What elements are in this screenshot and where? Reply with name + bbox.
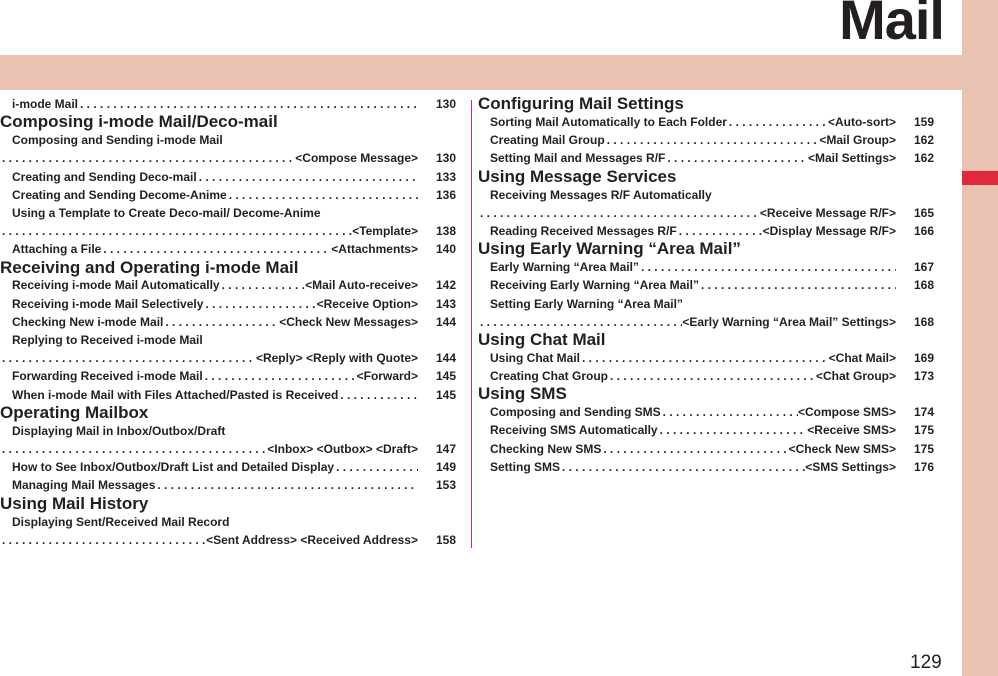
section-heading: Using Chat Mail: [478, 329, 606, 349]
toc-entry-page: 175: [913, 423, 934, 438]
toc-entry-tag: <Compose SMS>: [797, 405, 896, 420]
toc-entry-tag: <Receive Message R/F>: [759, 205, 896, 220]
toc-entry[interactable]: [478, 149, 934, 167]
toc-entry-page: 169: [913, 350, 934, 365]
toc-entry-tag: <SMS Settings>: [805, 459, 896, 474]
toc-entry-page: 162: [913, 151, 934, 166]
toc-entry-title[interactable]: Replying to Received i-mode Mail: [12, 333, 203, 348]
leader-dots: [580, 349, 829, 367]
toc-entry[interactable]: [478, 458, 934, 476]
leader-dots: [605, 131, 820, 149]
section-heading: Operating Mailbox: [0, 402, 149, 422]
toc-entry[interactable]: [0, 386, 456, 404]
toc-entry-tag: <Chat Group>: [815, 369, 896, 384]
toc-entry[interactable]: [478, 440, 934, 458]
toc-entry-leader-row[interactable]: [478, 204, 934, 222]
toc-entry[interactable]: [0, 458, 456, 476]
toc-entry-page: 174: [913, 405, 934, 420]
toc-entry-page: 130: [435, 96, 456, 111]
toc-entry-leader-row[interactable]: [0, 222, 456, 240]
toc-entry-page: 145: [435, 369, 456, 384]
toc-entry-page: 176: [913, 459, 934, 474]
leader-dots: [203, 367, 357, 385]
section-heading: Using Message Services: [478, 166, 677, 186]
toc-right-column: [478, 95, 934, 476]
toc-entry-page: 159: [913, 114, 934, 129]
toc-entry[interactable]: [478, 113, 934, 131]
toc-entry[interactable]: [478, 131, 934, 149]
toc-entry-title: Receiving i-mode Mail Automatically: [12, 278, 220, 293]
toc-entry-title[interactable]: Displaying Mail in Inbox/Outbox/Draft: [12, 423, 226, 438]
toc-entry[interactable]: [0, 367, 456, 385]
toc-entry[interactable]: [478, 349, 934, 367]
toc-entry-page: 144: [435, 314, 456, 329]
leader-dots: [220, 277, 305, 295]
toc-entry-page: 138: [435, 224, 456, 239]
leader-dots: [334, 458, 418, 476]
leader-dots: [78, 95, 418, 113]
chapter-tab-marker: [962, 171, 998, 185]
section-heading: Composing i-mode Mail/Deco-mail: [0, 112, 278, 132]
toc-entry-title: Receiving i-mode Mail Selectively: [12, 296, 204, 311]
toc-entry-leader-row[interactable]: [0, 149, 456, 167]
leader-dots: [155, 476, 418, 494]
toc-entry-tag: <Template>: [352, 224, 418, 239]
toc-entry[interactable]: [0, 277, 456, 295]
toc-entry-tag: <Display Message R/F>: [762, 223, 896, 238]
toc-entry-title: Setting SMS: [490, 459, 561, 474]
toc-entry-page: 136: [435, 187, 456, 202]
toc-entry-tag: <Mail Group>: [819, 133, 896, 148]
toc-entry-page: 165: [913, 205, 934, 220]
toc-entry-tag: <Auto-sort>: [827, 114, 896, 129]
leader-dots: [677, 222, 763, 240]
leader-dots: [163, 313, 279, 331]
toc-entry[interactable]: [478, 367, 934, 385]
toc-entry-title: How to See Inbox/Outbox/Draft List and Detailed Display: [12, 460, 335, 475]
leader-dots: [699, 276, 896, 294]
section-heading: Using SMS: [478, 384, 567, 404]
toc-entry-title[interactable]: Receiving Messages R/F Automatically: [490, 187, 712, 202]
section-heading: Using Mail History: [0, 493, 149, 513]
toc-entry-leader-row[interactable]: [478, 313, 934, 331]
toc-entry-tag: <Reply> <Reply with Quote>: [255, 351, 418, 366]
toc-entry-leader-row[interactable]: [0, 440, 456, 458]
toc-entry-page: 143: [435, 296, 456, 311]
toc-entry-title[interactable]: Setting Early Warning “Area Mail”: [490, 296, 683, 311]
toc-entry-title: Forwarding Received i-mode Mail: [12, 369, 203, 384]
toc-entry-tag: <Mail Auto-receive>: [305, 278, 418, 293]
toc-entry[interactable]: [478, 403, 934, 421]
toc-entry-title: Creating and Sending Decome-Anime: [12, 187, 227, 202]
toc-entry-tag: <Attachments>: [331, 242, 418, 257]
toc-entry[interactable]: [478, 258, 934, 276]
toc-entry[interactable]: [0, 240, 456, 258]
toc-entry-page: 162: [913, 133, 934, 148]
toc-entry[interactable]: [478, 421, 934, 439]
leader-dots: [0, 222, 352, 240]
toc-entry-tag: <Sent Address> <Received Address>: [206, 532, 418, 547]
toc-entry-page: 173: [913, 369, 934, 384]
toc-entry-title: Attaching a File: [12, 242, 102, 257]
toc-left-column: [0, 95, 456, 549]
toc-entry-title: Sorting Mail Automatically to Each Folder: [490, 114, 727, 129]
toc-entry-page: 140: [435, 242, 456, 257]
toc-entry-tag: <Mail Settings>: [807, 151, 896, 166]
toc-entry-title: Checking New i-mode Mail: [12, 314, 164, 329]
toc-entry-title: Using Chat Mail: [490, 350, 581, 365]
header-band: [0, 55, 962, 90]
leader-dots: [0, 149, 295, 167]
leader-dots: [661, 403, 798, 421]
toc-entry[interactable]: [0, 186, 456, 204]
leader-dots: [560, 458, 805, 476]
leader-dots: [0, 349, 256, 367]
toc-entry-tag: <Inbox> <Outbox> <Draft>: [267, 441, 418, 456]
leader-dots: [101, 240, 331, 258]
toc-entry-page: 153: [435, 478, 456, 493]
toc-entry[interactable]: [0, 95, 456, 113]
leader-dots: [478, 313, 682, 331]
toc-entry-title[interactable]: Using a Template to Create Deco-mail/ Decome-Anime: [12, 205, 321, 220]
leader-dots: [639, 258, 896, 276]
toc-entry-page: 168: [913, 314, 934, 329]
toc-entry-tag: <Check New SMS>: [788, 441, 896, 456]
toc-entry-page: 147: [435, 441, 456, 456]
toc-entry[interactable]: [0, 295, 456, 313]
leader-dots: [227, 186, 418, 204]
toc-entry-page: 158: [435, 532, 456, 547]
toc-entry-title: Creating and Sending Deco-mail: [12, 169, 197, 184]
toc-entry-leader-row[interactable]: [0, 349, 456, 367]
toc-entry-title: Receiving SMS Automatically: [490, 423, 658, 438]
leader-dots: [658, 421, 808, 439]
toc-entry-title: Early Warning “Area Mail”: [490, 260, 639, 275]
toc-entry[interactable]: [0, 168, 456, 186]
toc-entry-title: Receiving Early Warning “Area Mail”: [490, 278, 699, 293]
toc-entry-page: 168: [913, 278, 934, 293]
toc-entry[interactable]: [478, 222, 934, 240]
leader-dots: [203, 295, 316, 313]
toc-entry-tag: <Receive Option>: [316, 296, 418, 311]
leader-dots: [197, 168, 418, 186]
leader-dots: [478, 204, 760, 222]
leader-dots: [601, 440, 788, 458]
toc-entry[interactable]: [0, 313, 456, 331]
toc-entry-tag: <Forward>: [356, 369, 418, 384]
toc-entry-leader-row[interactable]: [0, 531, 456, 549]
leader-dots: [338, 386, 418, 404]
leader-dots: [608, 367, 816, 385]
toc-entry-page: 167: [913, 260, 934, 275]
toc-entry-title: Composing and Sending SMS: [490, 405, 661, 420]
toc-entry-title: Checking New SMS: [490, 441, 602, 456]
toc-entry-page: 145: [435, 387, 456, 402]
page-number: 129: [910, 652, 942, 673]
toc-entry-title: Reading Received Messages R/F: [490, 223, 677, 238]
column-divider: [471, 100, 472, 548]
toc-entry-page: 144: [435, 351, 456, 366]
toc-entry-tag: <Check New Messages>: [279, 314, 418, 329]
leader-dots: [665, 149, 808, 167]
toc-entry-title[interactable]: Composing and Sending i-mode Mail: [12, 133, 223, 148]
toc-entry-title: Creating Chat Group: [490, 369, 609, 384]
page-title: Mail: [839, 0, 944, 51]
section-heading: Using Early Warning “Area Mail”: [478, 239, 741, 259]
toc-entry[interactable]: [0, 476, 456, 494]
leader-dots: [727, 113, 828, 131]
leader-dots: [0, 531, 206, 549]
toc-entry-page: 142: [435, 278, 456, 293]
toc-entry-page: 130: [435, 151, 456, 166]
toc-entry-tag: <Compose Message>: [295, 151, 418, 166]
section-heading: Configuring Mail Settings: [478, 94, 684, 113]
toc-entry-tag: <Chat Mail>: [828, 350, 896, 365]
side-strip: [962, 0, 998, 676]
toc-entry-page: 175: [913, 441, 934, 456]
toc-entry-title: When i-mode Mail with Files Attached/Pasted is Received: [12, 387, 339, 402]
toc-entry-tag: <Early Warning “Area Mail” Settings>: [682, 314, 896, 329]
toc-entry-page: 149: [435, 460, 456, 475]
toc-entry-title: Setting Mail and Messages R/F: [490, 151, 666, 166]
toc-entry-page: 166: [913, 223, 934, 238]
leader-dots: [0, 440, 267, 458]
toc-entry-title[interactable]: Displaying Sent/Received Mail Record: [12, 514, 230, 529]
toc-entry-page: 133: [435, 169, 456, 184]
toc-entry-title: Managing Mail Messages: [12, 478, 156, 493]
toc-entry[interactable]: [478, 276, 934, 294]
section-heading: Receiving and Operating i-mode Mail: [0, 257, 299, 277]
toc-entry-tag: <Receive SMS>: [807, 423, 896, 438]
toc-entry-title: i-mode Mail: [12, 96, 79, 111]
toc-entry-title: Creating Mail Group: [490, 133, 605, 148]
